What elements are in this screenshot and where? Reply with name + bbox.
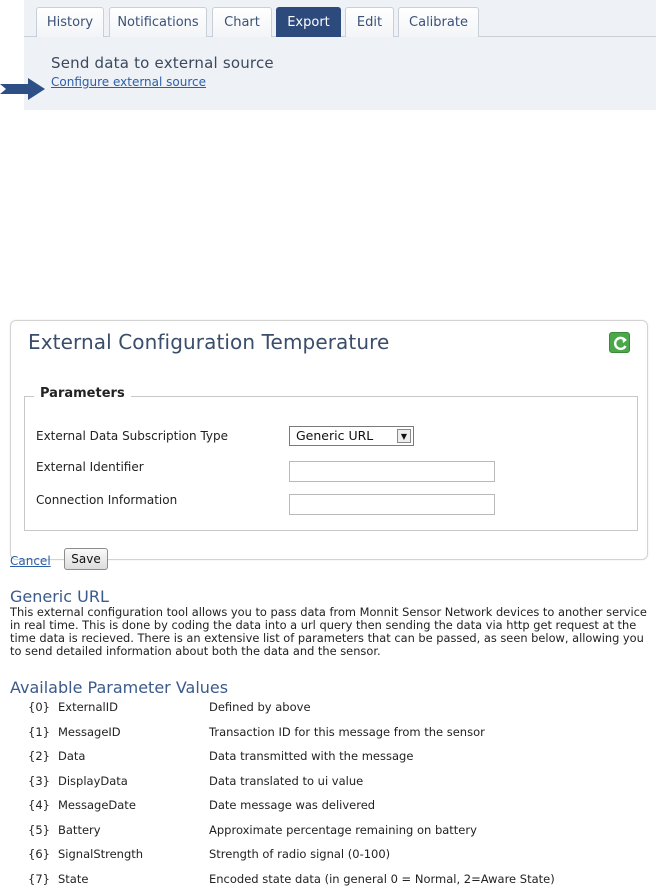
tab-calibrate[interactable]: Calibrate — [398, 7, 479, 38]
parameter-description: Date message was delivered — [209, 798, 376, 812]
arrow-right-icon — [0, 77, 46, 101]
available-parameters-heading: Available Parameter Values — [10, 678, 229, 697]
connection-information-field[interactable] — [289, 494, 495, 515]
parameter-key: {6} — [28, 847, 50, 861]
tab-notifications[interactable]: Notifications — [109, 7, 207, 38]
chevron-down-icon: ▼ — [397, 429, 411, 443]
refresh-icon[interactable] — [609, 332, 630, 353]
parameter-name: SignalStrength — [58, 847, 144, 861]
generic-url-description: This external configuration tool allows you to pass data from Monnit Sensor Network devices to another service in real time. This is done by coding the data into a url query then sending the data via http get request at the time data is recieved. There is an extensive list of parameters that can be passed, as seen below, allowing you to send detailed information about both the data and the sensor. — [10, 605, 647, 658]
subscription-type-label: External Data Subscription Type — [36, 429, 229, 443]
tab-content-panel — [24, 37, 656, 110]
save-button[interactable]: Save — [64, 548, 108, 570]
tab-export[interactable]: Export — [276, 7, 341, 38]
parameter-description: Encoded state data (in general 0 = Normal, 2=Aware State) — [209, 871, 555, 886]
tab-history[interactable]: History — [36, 7, 104, 38]
parameter-description: Defined by above — [209, 700, 311, 714]
parameter-key: {3} — [28, 773, 50, 788]
parameter-key: {4} — [28, 798, 50, 812]
parameter-name: Data — [58, 749, 86, 763]
subscription-type-value: Generic URL — [296, 428, 374, 443]
parameter-key: {1} — [28, 724, 50, 739]
parameter-name: DisplayData — [58, 773, 128, 788]
tab-edit[interactable]: Edit — [345, 7, 394, 38]
parameters-legend: Parameters — [34, 386, 131, 401]
parameter-name: MessageID — [58, 724, 121, 739]
parameter-name: State — [58, 871, 89, 886]
parameter-description: Strength of radio signal (0-100) — [209, 847, 391, 861]
generic-url-heading: Generic URL — [10, 587, 109, 606]
parameter-key: {0} — [28, 700, 50, 714]
external-identifier-label: External Identifier — [36, 460, 144, 474]
configure-external-source-link[interactable]: Configure external source — [51, 75, 207, 89]
parameter-key: {5} — [28, 822, 50, 837]
parameter-description: Approximate percentage remaining on battery — [209, 822, 477, 837]
tab-chart[interactable]: Chart — [212, 7, 272, 38]
parameter-name: MessageDate — [58, 798, 136, 812]
parameter-description: Data translated to ui value — [209, 773, 364, 788]
config-title: External Configuration Temperature — [28, 330, 390, 354]
connection-information-label: Connection Information — [36, 493, 178, 507]
parameter-description: Data transmitted with the message — [209, 749, 414, 763]
parameter-description: Transaction ID for this message from the sensor — [209, 724, 485, 739]
parameter-name: ExternalID — [58, 700, 118, 714]
parameter-key: {2} — [28, 749, 50, 763]
external-identifier-field[interactable] — [289, 461, 495, 482]
subscription-type-select[interactable] — [289, 426, 414, 446]
parameter-key: {7} — [28, 871, 50, 886]
export-title: Send data to external source — [51, 54, 274, 72]
parameter-name: Battery — [58, 822, 101, 837]
cancel-link[interactable]: Cancel — [10, 554, 51, 568]
